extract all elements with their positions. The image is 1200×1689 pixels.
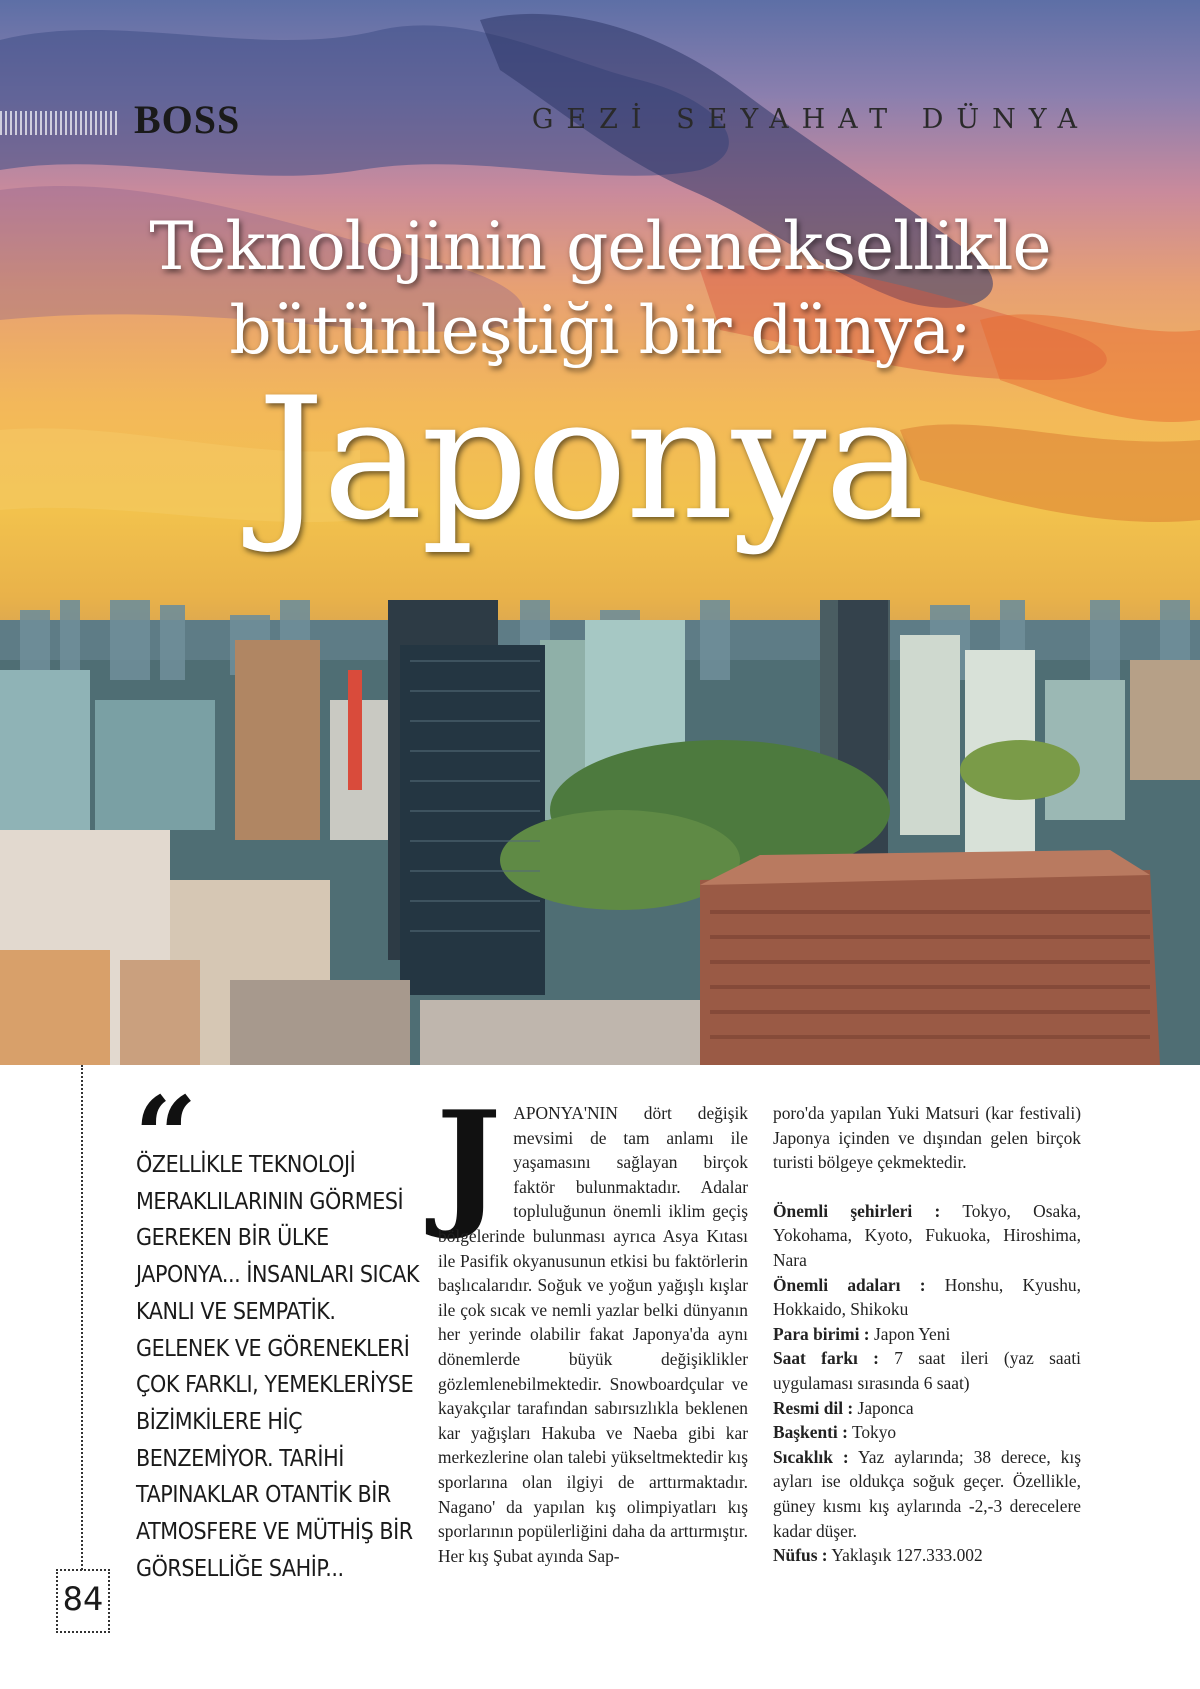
tokyo-skyline bbox=[0, 600, 1200, 1065]
dotted-frame-line bbox=[81, 1065, 83, 1570]
article-body-continuation: poro'da yapılan Yuki Matsuri (kar festivali) Japonya içinden ve dışından gelen birçok turisti bölgeye çekmektedir. bbox=[773, 1103, 1081, 1173]
article-body-paragraph: APONYA'NIN dört değişik mevsimi de tam anlamı ile yaşamasını sağlayan birçok faktör bulunmaktadır. Adalar topluluğunun önemli iklim geçiş bölgelerinde bulunması ayrıca Asya Kıtası ile Pasifik okyanusunun etkisi bu faktörlerin başlıcalarıdır. Soğuk ve yoğun yağışlı kışlar ile çok sıcak ve nemli yazlar belki dünyanın her yerinde olabilir fakat Japonya'da aynı dönemlerde büyük değişiklikler gözlemlenebilmektedir. Snowboardçular ve kayakçılar tarafından sabırsızlıkla beklenen kar yağışları Hakuba ve Naeba gibi kar merkezlerine olan talebi yükseltmektedir kış sporlarına olan ilgiyi de arttırmaktadır. Nagano' da yapılan kış olimpiyatları kış sporlarının popülerliğini daha da arttırmıştır. Her kış Şubat ayında Sap- bbox=[438, 1103, 748, 1566]
article-column-1 bbox=[436, 1080, 748, 1568]
quote-mark-icon: “ bbox=[134, 1072, 198, 1201]
headline-line-2: bütünleştiği bir dünya; bbox=[229, 292, 971, 369]
fact-item: Önemli şehirleri : Tokyo, Osaka, Yokohama, Kyoto, Fukuoka, Hiroshima, Nara bbox=[773, 1200, 1081, 1270]
page-number: 84 bbox=[62, 1580, 104, 1618]
magazine-logo: BOSS bbox=[134, 97, 241, 142]
drop-cap: J bbox=[436, 1080, 502, 1243]
masthead-stripes bbox=[0, 111, 118, 135]
fact-item: Nüfus : Yaklaşık 127.333.002 bbox=[773, 1545, 983, 1566]
headline-line-1: Teknolojinin geleneksellikle bbox=[149, 208, 1051, 285]
fact-item: Sıcaklık : Yaz aylarında; 38 derece, kış ayları ise oldukça soğuk geçer. Özellikle, güney kısmı kış aylarında -2,-3 derecelere kadar düşer. bbox=[773, 1446, 1081, 1541]
pull-quote: ÖZELLİKLE TEKNOLOJİ MERAKLILARININ GÖRMESİ GEREKEN BİR ÜLKE JAPONYA... İNSANLARI SICAK KANLI VE SEMPATİK. GELENEK VE GÖRENEKLERİ ÇOK FARKLI, YEMEKLERİYSE BİZİMKİLERE HİÇ BENZEMİYOR. TARİHİ TAPINAKLAR OTANTİK BİR ATMOSFERE VE MÜTHİŞ BİR GÖRSELLİĞE SAHİP... bbox=[136, 1152, 420, 1582]
fact-item: Para birimi : Japon Yeni bbox=[773, 1323, 951, 1344]
section-label: GEZİ SEYAHAT DÜNYA bbox=[531, 104, 1090, 135]
fact-item: Resmi dil : Japonca bbox=[773, 1397, 914, 1418]
fact-list bbox=[773, 1199, 1081, 1568]
fact-item: Başkenti : Tokyo bbox=[773, 1422, 897, 1443]
article-column-2 bbox=[773, 1101, 1081, 1568]
fact-item: Saat farkı : 7 saat ileri (yaz saati uygulaması sırasında 6 saat) bbox=[773, 1348, 1081, 1393]
headline-country: Japonya bbox=[257, 361, 923, 557]
fact-item: Önemli adaları : Honshu, Kyushu, Hokkaido, Shikoku bbox=[773, 1274, 1081, 1320]
headline bbox=[0, 205, 1200, 557]
